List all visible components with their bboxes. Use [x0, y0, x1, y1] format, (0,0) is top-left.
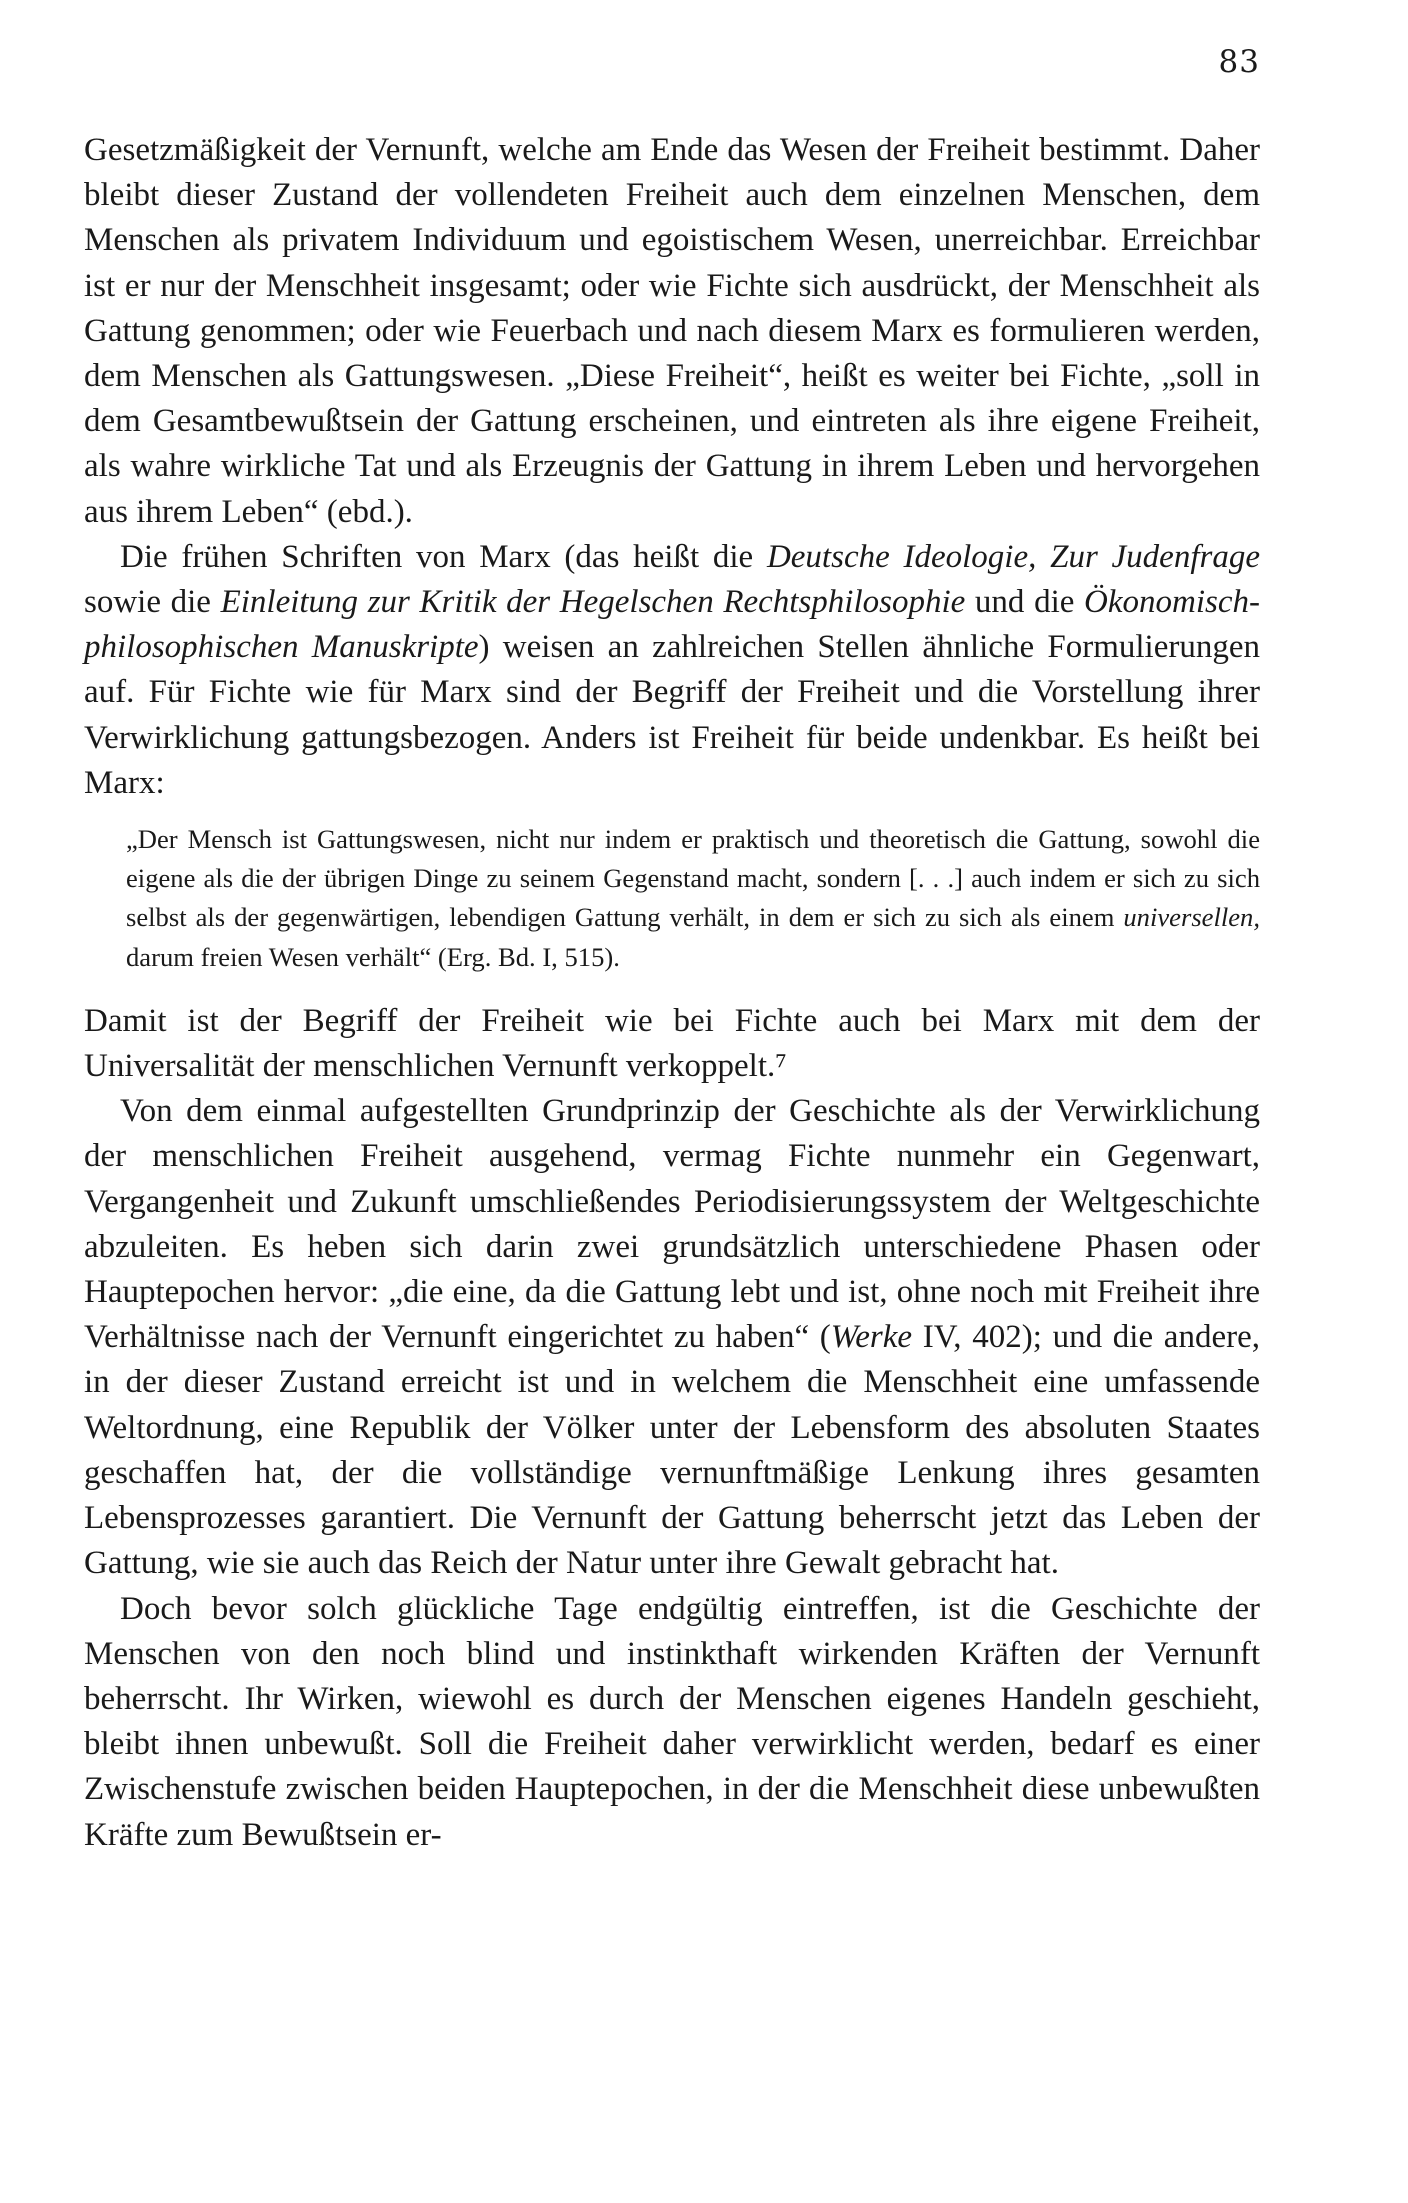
p2-text-1: Die frühen Schriften von Marx (das heißt die — [120, 538, 767, 575]
quote-text-2: darum freien Wesen verhält“ (Erg. Bd. I, 515). — [126, 941, 620, 972]
p4-text-2: IV, 402); und die andere, in der dieser Zustand erreicht ist und in welchem die Menschheit eine umfassende Weltordnung, eine Republik der Völker unter der Lebensform des absoluten Staates geschaffen hat, der die vollständige vernunftmäßige Lenkung ihres gesamten Lebensprozesses garantiert. Die Vernunft der Gattung beherrscht jetzt das Leben der Gattung, wie sie auch das Reich der Natur unter ihre Gewalt gebracht hat. — [84, 1319, 1260, 1582]
quote-text-1: „Der Mensch ist Gattungswesen, nicht nur indem er praktisch und theoretisch die Gattung, sowohl die eigene als die der übrigen Dinge zu seinem Gegenstand macht, sondern [. . .] auch indem er sich zu sich selbst als der gegenwärtigen, lebendigen Gattung verhält, in dem er sich zu sich als einem — [126, 824, 1260, 933]
p2-text-2: sowie die — [84, 584, 221, 621]
body-text — [84, 128, 1260, 1858]
paragraph-1: Gesetzmäßigkeit der Vernunft, welche am Ende das Wesen der Freiheit bestimmt. Daher bleibt dieser Zustand der vollendeten Freiheit auch dem einzelnen Menschen, dem Menschen als privatem Individuum und egoistischem Wesen, unerreichbar. Erreichbar ist er nur der Menschheit insgesamt; oder wie Fichte sich ausdrückt, der Menschheit als Gattung genommen; oder wie Feuerbach und nach diesem Marx es formulieren werden, dem Menschen als Gattungswesen. „Diese Freiheit“, heißt es weiter bei Fichte, „soll in dem Gesamtbewußtsein der Gattung erscheinen, und eintreten als ihre eigene Freiheit, als wahre wirkliche Tat und als Erzeugnis der Gattung in ihrem Leben und hervorgehen aus ihrem Leben“ (ebd.). — [84, 132, 1260, 530]
p4-work-title: Werke — [830, 1319, 913, 1356]
p2-work-title-3: Ökonomisch-philosophischen Manuskripte — [84, 584, 1260, 666]
paragraph-4 — [84, 1089, 1260, 1586]
p4-text-1: Von dem einmal aufgestellten Grundprinzip der Geschichte als der Verwirklichung der menschlichen Freiheit ausgehend, vermag Fichte nunmehr ein Gegenwart, Vergangenheit und Zukunft umschließendes Periodisierungssystem der Weltgeschichte abzuleiten. Es heben sich darin zwei grundsätzlich unterschiedene Phasen oder Hauptepochen hervor: „die eine, da die Gattung lebt und ist, ohne noch mit Freiheit ihre Verhältnisse nach der Vernunft eingerichtet zu haben“ ( — [84, 1093, 1260, 1356]
p2-work-title-2: Einleitung zur Kritik der Hegelschen Rechtsphilosophie — [220, 584, 966, 621]
paragraph-2 — [84, 535, 1260, 806]
paragraph-3: Damit ist der Begriff der Freiheit wie bei Fichte auch bei Marx mit dem der Universalität der menschlichen Vernunft verkoppelt.⁷ — [84, 1002, 1260, 1085]
paragraph-5: Doch bevor solch glückliche Tage endgültig eintreffen, ist die Geschichte der Menschen von den noch blind und instinkthaft wirkenden Kräften der Vernunft beherrscht. Ihr Wirken, wiewohl es durch der Menschen eigenes Handeln geschieht, bleibt ihnen unbewußt. Soll die Freiheit daher verwirklicht werden, bedarf es einer Zwischenstufe zwischen beiden Hauptepochen, in der die Menschheit diese unbewußten Kräfte zum Bewußtsein er- — [84, 1590, 1260, 1853]
p2-text-4: ) weisen an zahlreichen Stellen ähnliche Formulierungen auf. Für Fichte wie für Marx sind der Begriff der Freiheit und die Vorstellung ihrer Verwirklichung gattungsbezogen. Anders ist Freiheit für beide undenkbar. Es heißt bei Marx: — [84, 629, 1260, 801]
p2-work-title-1: Deutsche Ideologie, Zur Judenfrage — [766, 538, 1260, 575]
page-number: 83 — [1218, 44, 1260, 80]
block-quote — [126, 820, 1260, 977]
quote-emphasis: universellen, — [1123, 902, 1260, 933]
p2-text-3: und die — [965, 584, 1085, 621]
